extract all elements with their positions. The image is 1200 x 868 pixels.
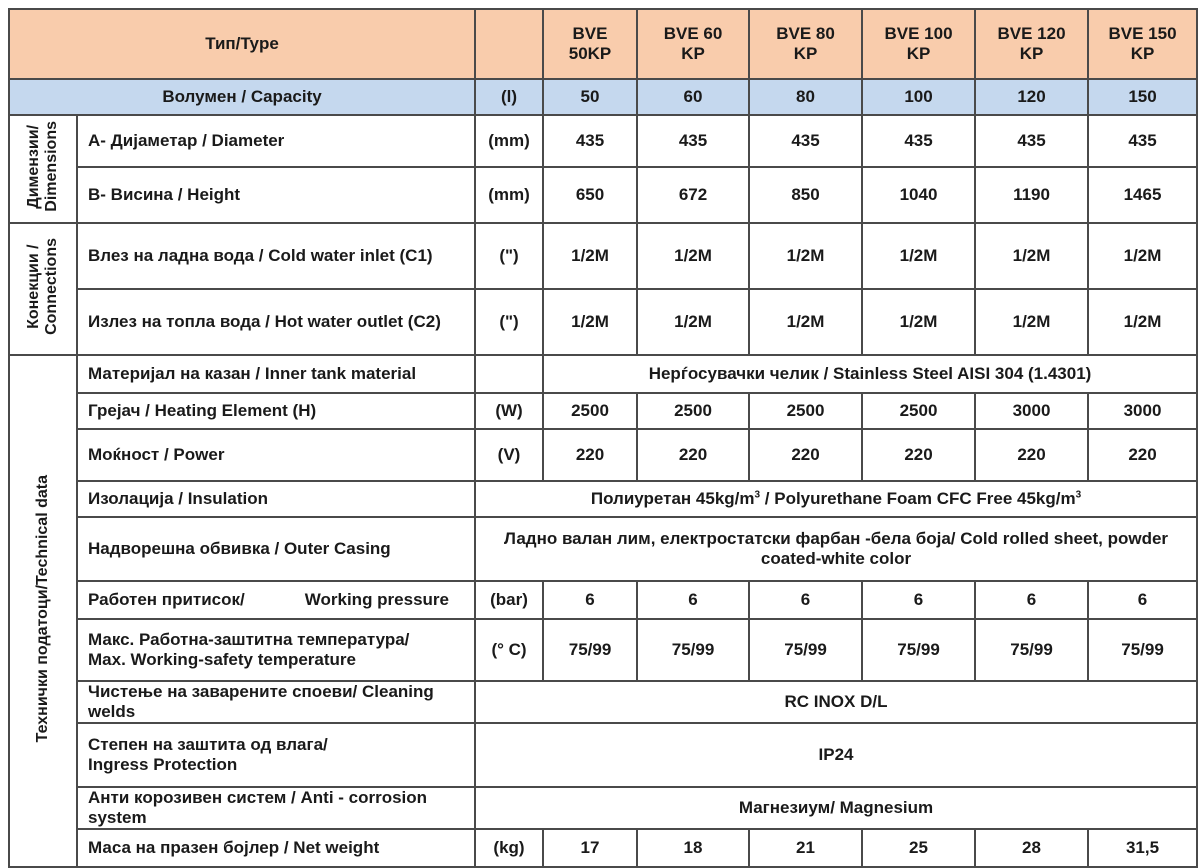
weight-row	[9, 829, 1197, 867]
height-row	[9, 167, 1197, 223]
cell: 850	[749, 167, 862, 223]
model-header: BVE 80 KP	[749, 9, 862, 79]
cell: 435	[637, 115, 749, 167]
cell: 6	[749, 581, 862, 619]
power-row	[9, 429, 1197, 481]
cell: 3000	[975, 393, 1088, 429]
row-label: Грејач / Heating Element (H)	[77, 393, 475, 429]
merged-cell: Полиуретан $45kg/m^3$ / Polyurethane Foam CFC Free $45kg/m^3$	[475, 481, 1197, 517]
hot-outlet-row	[9, 289, 1197, 355]
cell: 1/2M	[637, 223, 749, 289]
row-label: Влез на ладна вода / Cold water inlet (C1)	[77, 223, 475, 289]
anticorrosion-row	[9, 787, 1197, 829]
model-header: BVE 50KP	[543, 9, 637, 79]
connections-group-label: Конекции / Connections	[9, 223, 77, 355]
cell: 2500	[637, 393, 749, 429]
merged-cell: Нерѓосувачки челик / Stainless Steel AISI 304 (1.4301)	[543, 355, 1197, 393]
unit-header	[475, 9, 543, 79]
cell: 2500	[543, 393, 637, 429]
cell: 75/99	[749, 619, 862, 681]
cell: 220	[862, 429, 975, 481]
cell: 435	[975, 115, 1088, 167]
row-label: Маса на празен бојлер / Net weight	[77, 829, 475, 867]
cell: 1/2M	[1088, 223, 1197, 289]
row-unit: (W)	[475, 393, 543, 429]
row-unit: (")	[475, 289, 543, 355]
cell: 75/99	[862, 619, 975, 681]
type-header: Тип/Type	[9, 9, 475, 79]
capacity-row	[9, 79, 1197, 115]
cell: 31,5	[1088, 829, 1197, 867]
model-header: BVE 120 KP	[975, 9, 1088, 79]
cell: 650	[543, 167, 637, 223]
cell: 1465	[1088, 167, 1197, 223]
cell: 25	[862, 829, 975, 867]
tank-material-row	[9, 355, 1197, 393]
row-label: Чистење на заварените споеви/ Cleaning welds	[77, 681, 475, 723]
cell: 6	[1088, 581, 1197, 619]
model-header: BVE 60 KP	[637, 9, 749, 79]
cell: 6	[637, 581, 749, 619]
cell: 220	[975, 429, 1088, 481]
cell: 220	[749, 429, 862, 481]
cold-inlet-row	[9, 223, 1197, 289]
cell: 1/2M	[1088, 289, 1197, 355]
cell: 1/2M	[975, 223, 1088, 289]
row-label: Работен притисок/ Working pressure	[77, 581, 475, 619]
cell: 1/2M	[749, 223, 862, 289]
ingress-row	[9, 723, 1197, 787]
merged-cell: Ладно валан лим, електростатски фарбан -бела боја/ Cold rolled sheet, powder coated-white color	[475, 517, 1197, 581]
cell: 435	[1088, 115, 1197, 167]
cell: 28	[975, 829, 1088, 867]
row-unit: (° C)	[475, 619, 543, 681]
cell: 21	[749, 829, 862, 867]
row-label: Макс. Работна-заштитна температура/ Max. Working-safety temperature	[77, 619, 475, 681]
cell: 60	[637, 79, 749, 115]
cell: 2500	[749, 393, 862, 429]
cell: 80	[749, 79, 862, 115]
row-unit: (mm)	[475, 167, 543, 223]
row-label: Волумен / Capacity	[9, 79, 475, 115]
cell: 75/99	[637, 619, 749, 681]
technical-group-label: Технички податоци/Technical data	[9, 355, 77, 867]
cell: 150	[1088, 79, 1197, 115]
cell: 220	[637, 429, 749, 481]
cell: 1/2M	[749, 289, 862, 355]
cell: 50	[543, 79, 637, 115]
heating-row	[9, 393, 1197, 429]
row-label: Анти корозивен систем / Anti - corrosion system	[77, 787, 475, 829]
row-unit: (l)	[475, 79, 543, 115]
row-label: Излез на топла вода / Hot water outlet (C2)	[77, 289, 475, 355]
cell: 2500	[862, 393, 975, 429]
cell: 435	[543, 115, 637, 167]
row-unit	[475, 355, 543, 393]
row-unit: (bar)	[475, 581, 543, 619]
cell: 1/2M	[637, 289, 749, 355]
spec-table	[8, 8, 1198, 868]
cell: 18	[637, 829, 749, 867]
cell: 120	[975, 79, 1088, 115]
cell: 1/2M	[862, 223, 975, 289]
row-unit: (")	[475, 223, 543, 289]
row-unit: (mm)	[475, 115, 543, 167]
merged-cell: Магнезиум/ Magnesium	[475, 787, 1197, 829]
cell: 75/99	[543, 619, 637, 681]
model-header: BVE 100 KP	[862, 9, 975, 79]
cell: 6	[862, 581, 975, 619]
model-header: BVE 150 KP	[1088, 9, 1197, 79]
cell: 220	[543, 429, 637, 481]
cell: 435	[862, 115, 975, 167]
header-row	[9, 9, 1197, 79]
cell: 1/2M	[975, 289, 1088, 355]
row-label: A- Дијаметар / Diameter	[77, 115, 475, 167]
merged-cell: IP24	[475, 723, 1197, 787]
row-label: Изолација / Insulation	[77, 481, 475, 517]
row-label: Степен на заштита од влага/ Ingress Protection	[77, 723, 475, 787]
cell: 1/2M	[862, 289, 975, 355]
cell: 6	[975, 581, 1088, 619]
cell: 1040	[862, 167, 975, 223]
cell: 6	[543, 581, 637, 619]
merged-cell: RC INOX D/L	[475, 681, 1197, 723]
cell: 75/99	[1088, 619, 1197, 681]
cell: 220	[1088, 429, 1197, 481]
cell: 1/2M	[543, 289, 637, 355]
insulation-row	[9, 481, 1197, 517]
cell: 3000	[1088, 393, 1197, 429]
welds-row	[9, 681, 1197, 723]
row-unit: (kg)	[475, 829, 543, 867]
casing-row	[9, 517, 1197, 581]
cell: 672	[637, 167, 749, 223]
cell: 1190	[975, 167, 1088, 223]
temperature-row	[9, 619, 1197, 681]
row-label: Надворешна обвивка / Outer Casing	[77, 517, 475, 581]
row-unit: (V)	[475, 429, 543, 481]
cell: 100	[862, 79, 975, 115]
row-label: Моќност / Power	[77, 429, 475, 481]
cell: 435	[749, 115, 862, 167]
row-label: Материјал на казан / Inner tank material	[77, 355, 475, 393]
diameter-row	[9, 115, 1197, 167]
cell: 75/99	[975, 619, 1088, 681]
pressure-row	[9, 581, 1197, 619]
dimensions-group-label: Димензии/ Dimensions	[9, 115, 77, 223]
row-label: B- Висина / Height	[77, 167, 475, 223]
cell: 1/2M	[543, 223, 637, 289]
cell: 17	[543, 829, 637, 867]
